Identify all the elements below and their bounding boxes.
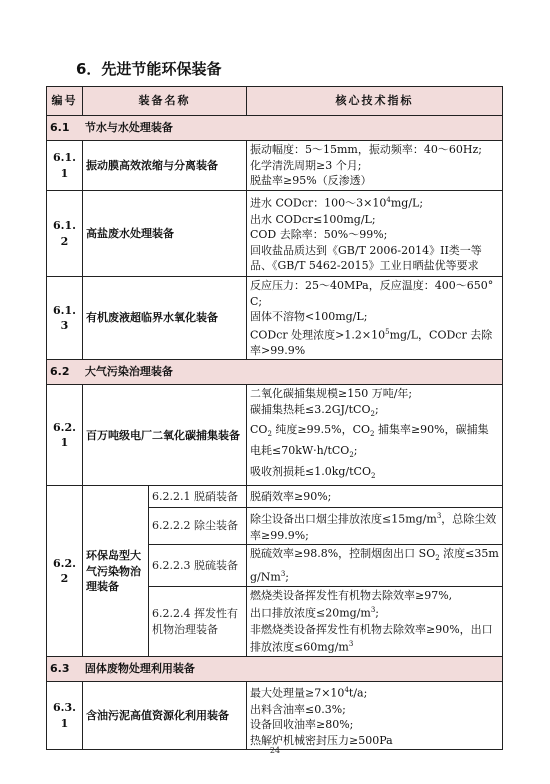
spec-line: 化学清洗周期≥3 个月; [250,158,362,172]
table-row [47,141,503,191]
spec-line: 吸收剂损耗≤1.0kg/tCO$_2$ [250,464,376,480]
section-code: 6.3 [50,662,70,676]
equipment-table [46,86,503,750]
row-name: 高盐废水处理装备 [83,191,247,277]
section-title: 固体废物处理利用装备 [84,662,195,676]
spec-line: 非燃烧类设备挥发性有机物去除效率≥90%，出口排放浓度$\le 60mg/m^3$ [250,622,493,654]
row-specs [247,682,503,750]
row-code: 6.2.1 [47,385,83,486]
spec-line: 进水 CODcr：$100\sim 3\times 10^4mg/L$; [250,196,424,211]
row-specs [247,141,503,191]
row-code: 6.2.2 [47,486,83,657]
spec-line: $CO_2$ 纯度≥99.5%，$CO_2$ 捕集率≥90%，碳捕集电耗≤70kW·h/tCO$_2$; [250,423,489,460]
table-row [47,486,503,508]
spec-line: 出水 CODcr≤100mg/L; [250,212,376,226]
row-specs [247,191,503,277]
subrow-name: 6.2.2.2 除尘装备 [149,508,247,545]
table-row [47,191,503,277]
section-code: 6.2 [50,365,70,379]
spec-line: 设备回收油率≥80%; [250,718,354,732]
spec-line: COD 去除率：50%～99%; [250,228,388,242]
subrow-name: 6.2.2.4 挥发性有机物治理装备 [149,586,247,656]
row-name: 含油污泥高值资源化利用装备 [83,682,247,750]
header-spec: 核心技术指标 [247,87,503,116]
spec-line: 碳捕集热耗≤3.2GJ/tCO$_2$; [250,402,379,418]
spec-line: CODcr 处理浓度$>1.2\times 10^5mg/L$，CODcr 去除率>99.9% [250,327,493,357]
section-code: 6.1 [50,121,70,135]
spec-line: 固体不溶物<100mg/L; [250,310,368,323]
row-specs: 除尘设备出口烟尘排放浓度$\le 15mg/m^3$，总除尘效率≥99.9%; [247,508,503,545]
spec-line: 出口排放浓度$\le 20mg/m^3$; [250,606,380,621]
row-specs [247,385,503,486]
row-code: 6.3.1 [47,682,83,750]
row-code: 6.1.2 [47,191,83,277]
spec-line: 回收盐品质达到《GB/T 2006-2014》II类一等品、《GB/T 5462-2015》工业日晒盐优等要求 [250,243,482,273]
section-row [47,116,503,141]
table-header-row [47,87,503,116]
spec-line: 二氧化碳捕集规模≥150 万吨/年; [250,387,413,401]
header-code: 编号 [47,87,83,116]
row-code: 6.1.3 [47,277,83,360]
section-title: 大气污染治理装备 [84,365,173,379]
subrow-name: 6.2.2.1 脱硝装备 [149,486,247,508]
table-row [47,682,503,750]
section-row [47,360,503,385]
spec-line: 脱盐率≥95%（反渗透） [250,174,372,188]
spec-line: 最大处理量$\ge 7\times 10^4t/a$; [250,686,368,701]
table-row [47,385,503,486]
section-row [47,657,503,682]
row-specs: 脱硫效率≥98.8%，控制烟囱出口 $SO_2$ 浓度$\le 35mg/Nm^3$; [247,545,503,587]
row-code: 6.1.1 [47,141,83,191]
spec-line: 振动幅度：5～15mm，振动频率：40～60Hz; [250,143,482,157]
spec-line: 出料含油率≤0.3%; [250,702,346,716]
row-name: 环保岛型大气污染物治理装备 [83,486,149,657]
row-specs [247,586,503,656]
row-name: 振动膜高效浓缩与分离装备 [83,141,247,191]
table-row [47,277,503,360]
row-name: 百万吨级电厂二氧化碳捕集装备 [83,385,247,486]
spec-line: 反应压力：25～40MPa，反应温度：400～650°C; [250,279,494,308]
page-number: 24 [269,746,281,755]
subrow-name: 6.2.2.3 脱硫装备 [149,545,247,587]
section-title: 节水与水处理装备 [84,121,173,135]
spec-line: 热解炉机械密封压力≥500Pa [250,733,393,747]
page-title: 6．先进节能环保装备 [76,60,222,78]
spec-line: 燃烧类设备挥发性有机物去除效率≥97%, [250,588,453,602]
row-specs [247,277,503,360]
row-name: 有机废液超临界水氧化装备 [83,277,247,360]
header-name: 装备名称 [83,87,247,116]
row-specs: 脱硝效率≥90%; [247,486,503,508]
